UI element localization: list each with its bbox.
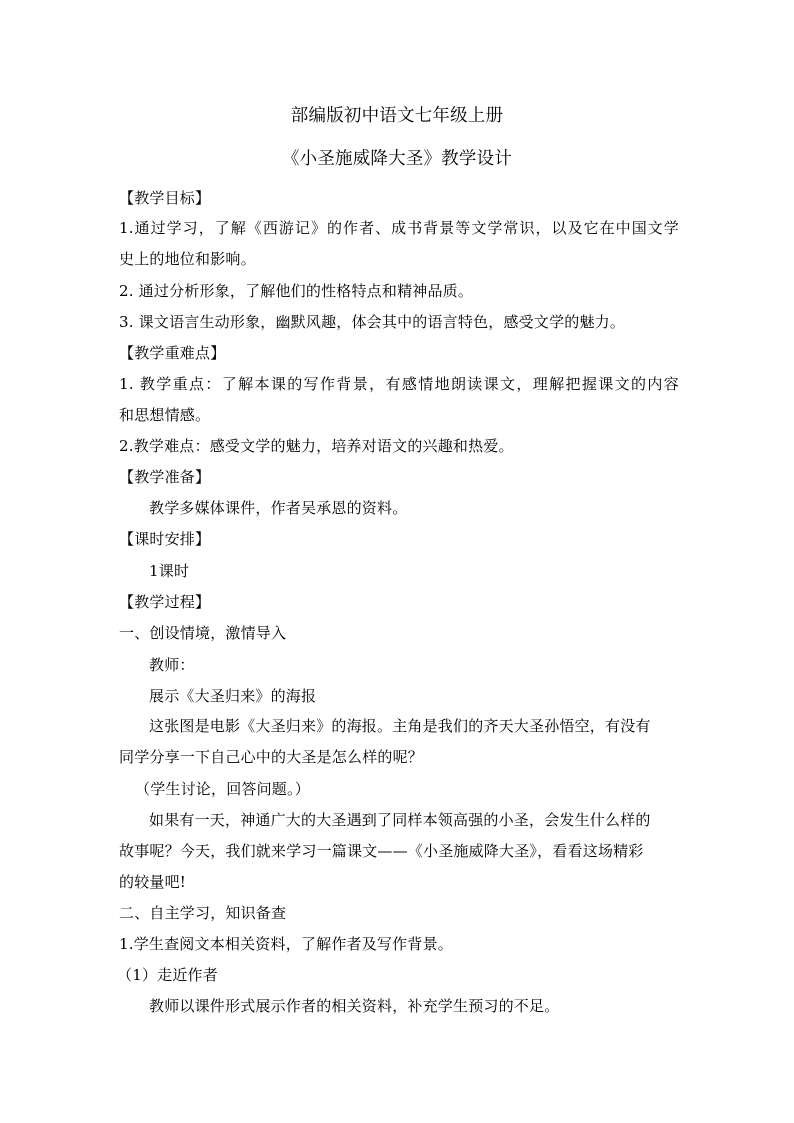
objectives-heading: 【教学目标】 xyxy=(119,189,211,207)
part2-heading: 二、自主学习，知识备查 xyxy=(119,904,287,922)
sub1-heading: （1）走近作者 xyxy=(117,966,218,984)
student-note: （学生讨论，回答问题。） xyxy=(135,780,310,798)
key-points-heading: 【教学重难点】 xyxy=(119,344,226,362)
step1: 1.学生查阅文本相关资料，了解作者及写作背景。 xyxy=(119,935,453,953)
para1-line1: 这张图是电影《大圣归来》的海报。主角是我们的齐天大圣孙悟空，有没有 xyxy=(149,717,651,735)
schedule-heading: 【课时安排】 xyxy=(119,530,211,548)
poster-line: 展示《大圣归来》的海报 xyxy=(149,687,317,705)
key-point-1-line1: 1. 教学重点：了解本课的写作背景，有感情地朗读课文，理解把握课文的内容 xyxy=(119,375,679,393)
sub1-text: 教师以课件形式展示作者的相关资料，补充学生预习的不足。 xyxy=(149,997,560,1015)
para1-line2: 同学分享一下自己心中的大圣是怎么样的呢？ xyxy=(119,748,424,766)
process-heading: 【教学过程】 xyxy=(119,593,211,611)
doc-title-line2: 《小圣施威降大圣》教学设计 xyxy=(281,149,513,169)
teacher-label: 教师： xyxy=(149,656,195,674)
schedule-text: 1课时 xyxy=(149,562,190,580)
para2-line2: 故事呢？今天，我们就来学习一篇课文——《小圣施威降大圣》，看看这场精彩 xyxy=(119,842,644,860)
para2-line3: 的较量吧! xyxy=(119,873,187,891)
preparation-text: 教学多媒体课件，作者吴承恩的资料。 xyxy=(149,499,408,517)
doc-title-line1: 部编版初中语文七年级上册 xyxy=(290,106,504,126)
objective-1-line1: 1.通过学习，了解《西游记》的作者、成书背景等文学常识，以及它在中国文学 xyxy=(119,219,679,237)
part1-heading: 一、创设情境，激情导入 xyxy=(119,624,287,642)
key-point-2: 2.教学难点：感受文学的魅力，培养对语文的兴趣和热爱。 xyxy=(119,437,514,455)
objective-1-line2: 史上的地位和影响。 xyxy=(119,250,256,268)
key-point-1-line2: 和思想情感。 xyxy=(119,406,211,424)
objective-2: 2. 通过分析形象，了解他们的性格特点和精神品质。 xyxy=(119,282,474,300)
preparation-heading: 【教学准备】 xyxy=(119,468,211,486)
para2-line1: 如果有一天，神通广大的大圣遇到了同样本领高强的小圣，会发生什么样的 xyxy=(149,811,651,829)
objective-3: 3. 课文语言生动形象，幽默风趣，体会其中的语言特色，感受文学的魅力。 xyxy=(119,313,626,331)
